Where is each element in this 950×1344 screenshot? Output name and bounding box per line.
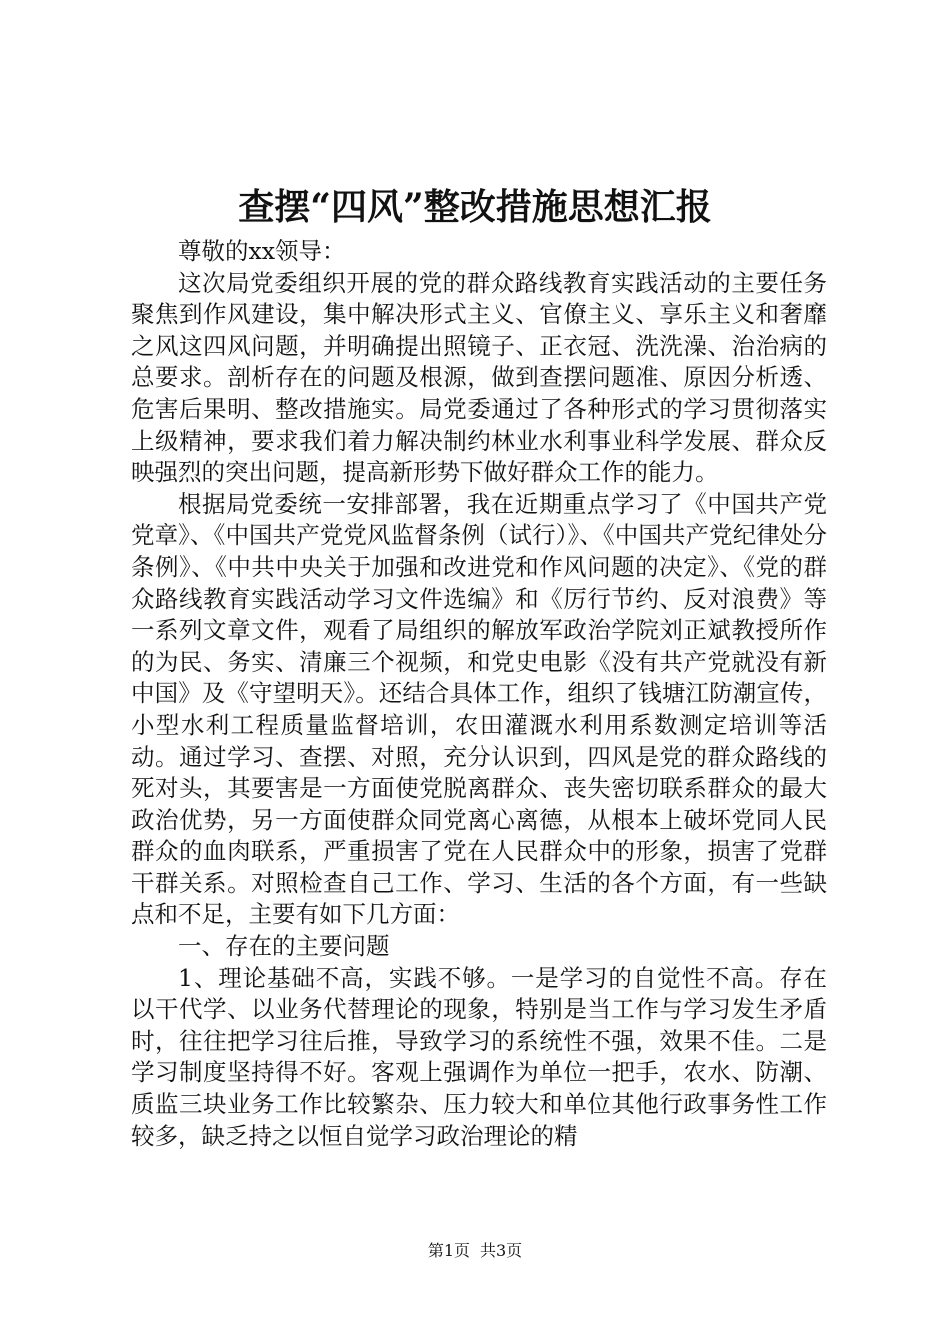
page-total: 共3页 (480, 1241, 523, 1260)
document-body (131, 236, 827, 1152)
paragraph-issue-1: 1、理论基础不高，实践不够。一是学习的自觉性不高。存在以干代学、以业务代替理论的现象，特别是当工作与学习发生矛盾时，往往把学习往后推，导致学习的系统性不强，效果不佳。二是学习制度坚持得不好。客观上强调作为单位一把手，农水、防潮、质监三块业务工作比较繁杂、压力较大和单位其他行政事务性工作较多，缺乏持之以恒自觉学习政治理论的精 (131, 963, 827, 1150)
page-footer (0, 1240, 950, 1262)
document-title: 查摆“四风”整改措施思想汇报 (238, 186, 712, 228)
salutation: 尊敬的xx领导： (178, 237, 346, 265)
section-heading: 一、存在的主要问题 (178, 932, 390, 961)
paragraph-study: 根据局党委统一安排部署，我在近期重点学习了《中国共产党党章》、《中国共产党党风监督条例（试行）》、《中国共产党纪律处分条例》、《中共中央关于加强和改进党和作风问题的决定》、《党的群众路线教育实践活动学习文件选编》和《厉行节约、反对浪费》等一系列文章文件，观看了局组织的解放军政治学院刘正斌教授所作的为民、务实、清廉三个视频，和党史电影《没有共产党就没有新中国》及《守望明天》。还结合具体工作，组织了钱塘江防潮宣传，小型水利工程质量监督培训，农田灌溉水利用系数测定培训等活动。通过学习、查摆、对照，充分认识到，四风是党的群众路线的死对头，其要害是一方面使党脱离群众、丧失密切联系群众的最大政治优势，另一方面使群众同党离心离德，从根本上破坏党同人民群众的血肉联系，严重损害了党在人民群众中的形象，损害了党群干群关系。对照检查自己工作、学习、生活的各个方面，有一些缺点和不足，主要有如下几方面： (131, 489, 827, 929)
paragraph-intro: 这次局党委组织开展的党的群众路线教育实践活动的主要任务聚焦到作风建设，集中解决形式主义、官僚主义、享乐主义和奢靡之风这四风问题，并明确提出照镜子、正衣冠、洗洗澡、治治病的总要求。剖析存在的问题及根源，做到查摆问题准、原因分析透、危害后果明、整改措施实。局党委通过了各种形式的学习贯彻落实上级精神，要求我们着力解决制约林业水利事业科学发展、群众反映强烈的突出问题，提高新形势下做好群众工作的能力。 (131, 268, 827, 487)
page-number: 第1页 (427, 1241, 470, 1260)
